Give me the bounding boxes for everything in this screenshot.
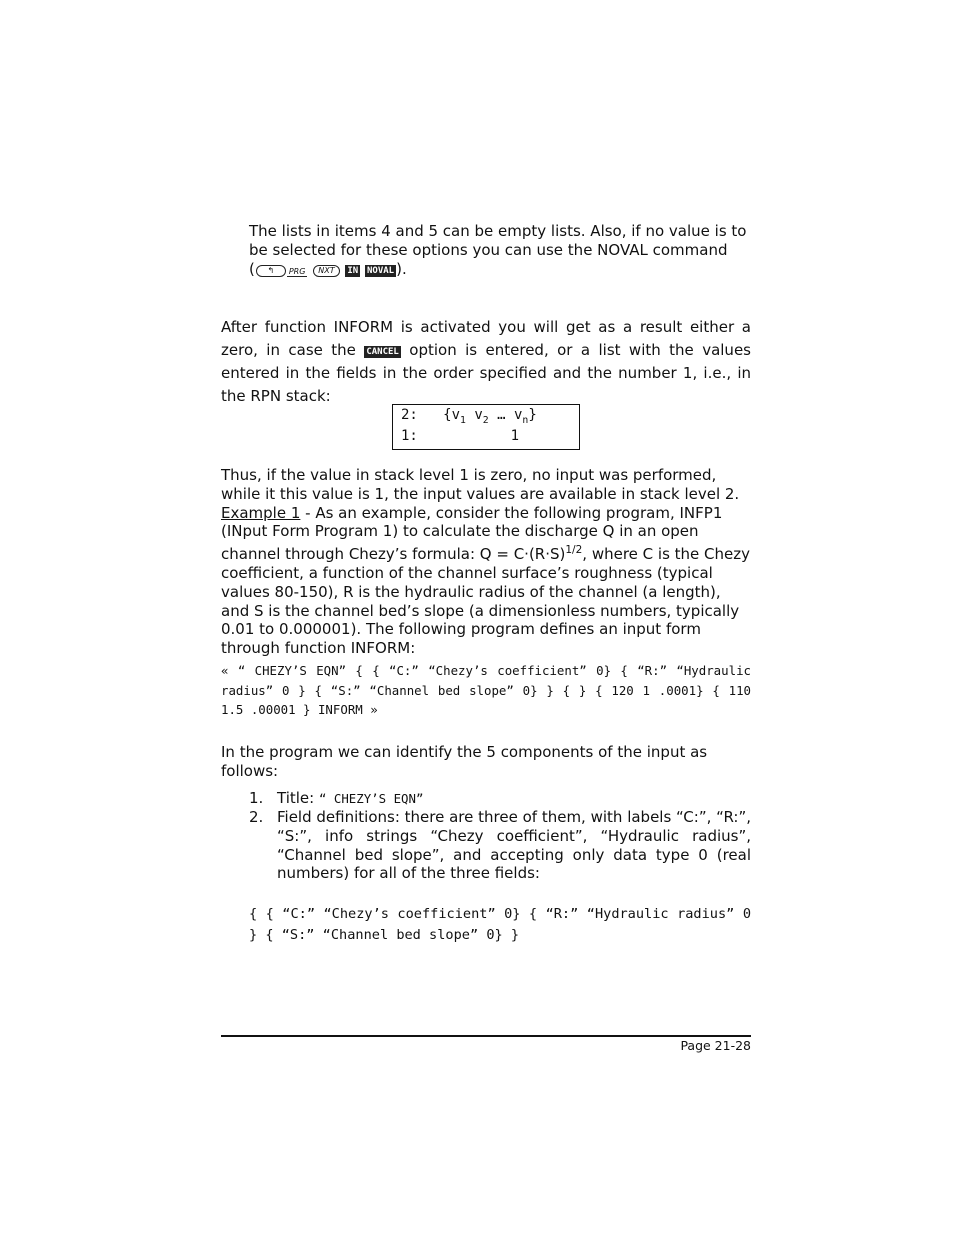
title-code: “ CHEZY’S EQN” — [318, 791, 424, 806]
softkey-noval: NOVAL — [367, 265, 395, 276]
softkey-in: IN — [347, 265, 359, 276]
stack-level-1: 1: 1 — [401, 428, 520, 444]
exponent: 1/2 — [565, 544, 583, 557]
prg-key-label: PRG — [288, 266, 306, 276]
nxt-key-icon: NXT — [313, 265, 339, 277]
paragraph-text: The lists in items 4 and 5 can be empty lists. Also, if no value is to be selected for these options you can use the NOVAL command — [249, 222, 747, 259]
example-label: Example 1 — [221, 503, 301, 522]
footer-rule — [221, 1035, 751, 1037]
rpn-stack-display — [392, 404, 580, 450]
softkey-cancel: CANCEL — [366, 347, 399, 357]
paragraph-example-1: Thus, if the value in stack level 1 is zero, no input was performed, while it this value is 1, the input values are available in stack level 2. Example 1 - As an example, consider the following program, INFP1 (INput Form Program 1) to calculate the discharge Q in an open channel through Chezy’s formula: $Q = C\cdot(R\cdot S)^{1/2}$, where C is the Chezy coefficient, a function of the channel surface’s roughness (typical values 80-150), R is the hydraulic radius of the channel (a length), and S is the channel bed’s slope (a dimensionless numbers, typically 0.01 to 0.000001). The following program defines an input form through function INFORM: — [221, 466, 750, 658]
paragraph-components: In the program we can identify the 5 components of the input as follows: — [221, 743, 708, 780]
page-number: Page 21-28 — [680, 1038, 751, 1053]
program-code: « “ CHEZY’S EQN” { { “C:” “Chezy’s coefficient” 0} { “R:” “Hydraulic radius” 0 } { “S:” “Channel bed slope” 0} } { } { 120 1 .0001} { 110 1.5 .00001 } INFORM » — [221, 663, 751, 717]
field-definitions-code: { { “C:” “Chezy’s coefficient” 0} { “R:” “Hydraulic radius” 0 } { “S:” “Channel bed slope” 0} } — [249, 906, 751, 943]
stack-level-2: 2: {$v_1$ $v_2$ … $v_n$} — [401, 407, 537, 426]
paragraph-empty-lists: The lists in items 4 and 5 can be empty lists. Also, if no value is to be selected for these options you can use the NOVAL command ( ↰ PRG NXT IN NOVAL ). — [249, 222, 747, 278]
paragraph-inform-result: After function INFORM is activated you will get as a result either a zero, in case the CANCEL option is entered, or a list with the values entered in the fields in the order specified and the number 1, i.e., in the RPN stack: — [221, 318, 751, 405]
left-shift-key-icon: ↰ — [256, 265, 286, 277]
